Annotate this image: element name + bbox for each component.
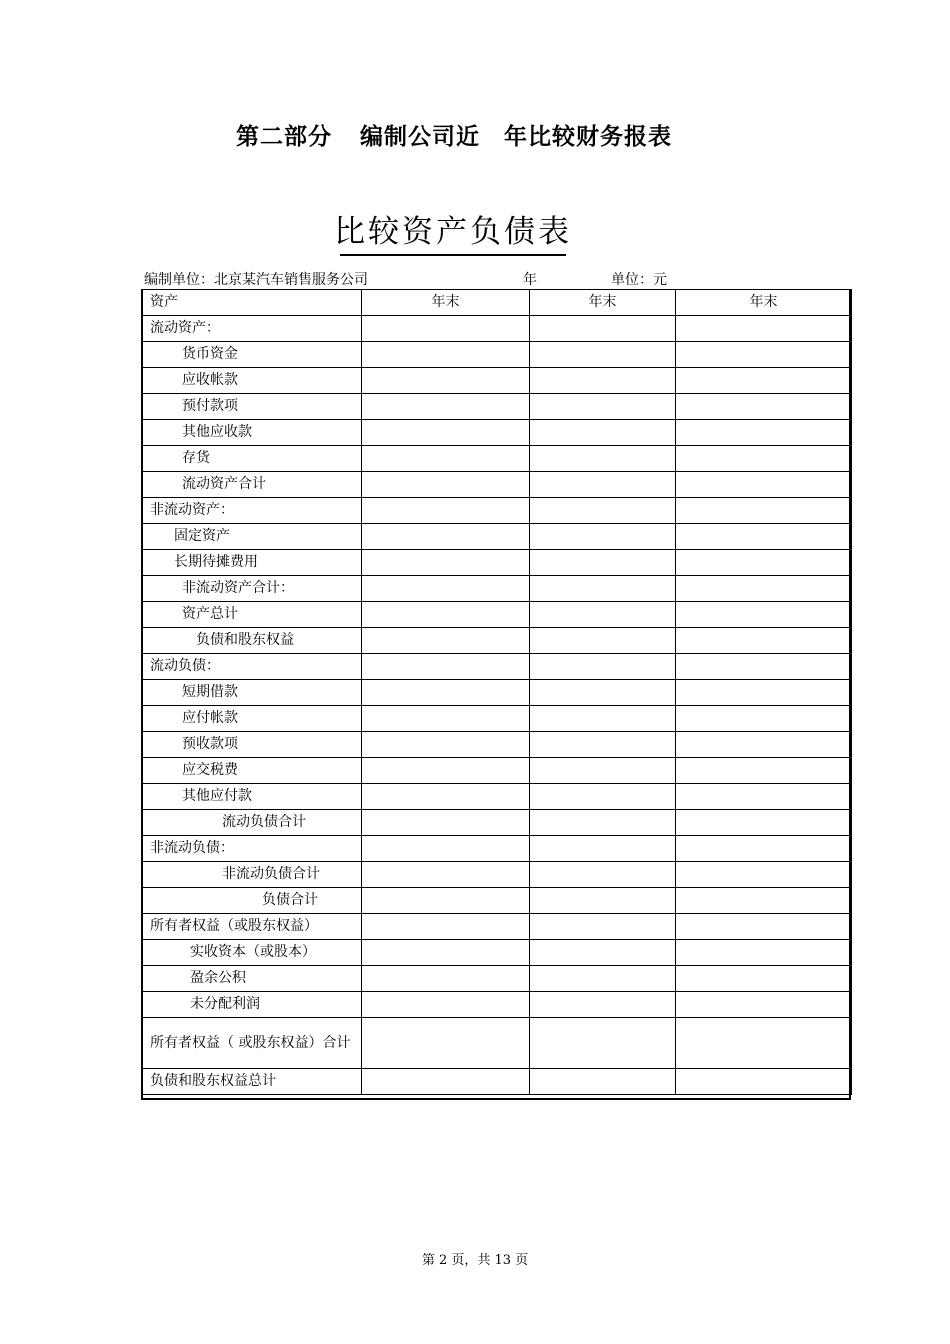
- row-label: 盈余公积: [142, 966, 362, 992]
- value-cell-2[interactable]: [530, 706, 676, 732]
- value-cell-2[interactable]: [530, 342, 676, 368]
- row-label: 流动资产合计: [142, 472, 362, 498]
- section-heading-text-a: 编制公司近: [360, 124, 480, 150]
- value-cell-3[interactable]: [676, 940, 852, 966]
- value-cell-3[interactable]: [676, 1018, 852, 1069]
- value-cell-2[interactable]: [530, 498, 676, 524]
- table-row: [142, 342, 852, 368]
- value-cell-3[interactable]: [676, 498, 852, 524]
- section-heading: [0, 118, 908, 151]
- value-cell-3[interactable]: [676, 446, 852, 472]
- value-cell-2[interactable]: [530, 602, 676, 628]
- row-label: 非流动负债合计: [142, 862, 362, 888]
- value-cell-3[interactable]: [676, 862, 852, 888]
- value-cell-2[interactable]: [530, 1018, 676, 1069]
- row-label: 存货: [142, 446, 362, 472]
- value-cell-1[interactable]: [362, 446, 530, 472]
- value-cell-3[interactable]: [676, 524, 852, 550]
- section-part-label: 第二部分: [236, 124, 332, 150]
- value-cell-2[interactable]: [530, 966, 676, 992]
- row-label: 非流动负债：: [142, 836, 362, 862]
- table-row: [142, 576, 852, 602]
- value-cell-1[interactable]: [362, 602, 530, 628]
- value-cell-1[interactable]: [362, 576, 530, 602]
- table-row: [142, 602, 852, 628]
- value-cell-2[interactable]: [530, 472, 676, 498]
- title-underline: [340, 254, 566, 256]
- value-cell-1[interactable]: [362, 394, 530, 420]
- table-row: [142, 810, 852, 836]
- value-cell-3[interactable]: [676, 316, 852, 342]
- balance-sheet-table: [141, 289, 852, 1095]
- value-cell-1[interactable]: [362, 914, 530, 940]
- table-row: [142, 680, 852, 706]
- table-row: [142, 992, 852, 1018]
- row-label: 资产总计: [142, 602, 362, 628]
- value-cell-2[interactable]: [530, 836, 676, 862]
- value-cell-1[interactable]: [362, 784, 530, 810]
- table-row: [142, 914, 852, 940]
- value-cell-1[interactable]: [362, 550, 530, 576]
- value-cell-1[interactable]: [362, 940, 530, 966]
- header-year-end-2: 年末: [530, 290, 676, 316]
- value-cell-1[interactable]: [362, 316, 530, 342]
- value-cell-2[interactable]: [530, 394, 676, 420]
- table-row: [142, 498, 852, 524]
- value-cell-1[interactable]: [362, 992, 530, 1018]
- row-label: 应收帐款: [142, 368, 362, 394]
- table-row: [142, 966, 852, 992]
- value-cell-3[interactable]: [676, 628, 852, 654]
- table-row: [142, 940, 852, 966]
- value-cell-1[interactable]: [362, 1018, 530, 1069]
- value-cell-3[interactable]: [676, 810, 852, 836]
- value-cell-1[interactable]: [362, 966, 530, 992]
- value-cell-3[interactable]: [676, 706, 852, 732]
- table-row: [142, 628, 852, 654]
- row-label: 流动负债合计: [142, 810, 362, 836]
- row-label: 负债和股东权益总计: [142, 1069, 362, 1095]
- value-cell-1[interactable]: [362, 680, 530, 706]
- value-cell-2[interactable]: [530, 1069, 676, 1095]
- value-cell-2[interactable]: [530, 784, 676, 810]
- value-cell-3[interactable]: [676, 368, 852, 394]
- value-cell-3[interactable]: [676, 888, 852, 914]
- row-label: 其他应付款: [142, 784, 362, 810]
- table-row: [142, 550, 852, 576]
- value-cell-2[interactable]: [530, 680, 676, 706]
- header-year-end-3: 年末: [676, 290, 852, 316]
- value-cell-2[interactable]: [530, 862, 676, 888]
- row-label: 非流动资产合计：: [142, 576, 362, 602]
- table-row: [142, 654, 852, 680]
- report-year: 年: [523, 272, 537, 288]
- value-cell-2[interactable]: [530, 576, 676, 602]
- section-heading-text-b: 年比较财务报表: [504, 124, 672, 150]
- value-cell-1[interactable]: [362, 888, 530, 914]
- value-cell-3[interactable]: [676, 342, 852, 368]
- row-label: 实收资本（或股本）: [142, 940, 362, 966]
- document-title: 比较资产负债表: [334, 214, 572, 250]
- table-row: [142, 862, 852, 888]
- value-cell-3[interactable]: [676, 784, 852, 810]
- row-label: 长期待摊费用: [142, 550, 362, 576]
- value-cell-3[interactable]: [676, 394, 852, 420]
- value-cell-1[interactable]: [362, 654, 530, 680]
- row-label: 流动负债：: [142, 654, 362, 680]
- value-cell-3[interactable]: [676, 550, 852, 576]
- value-cell-3[interactable]: [676, 1069, 852, 1095]
- value-cell-1[interactable]: [362, 498, 530, 524]
- value-cell-2[interactable]: [530, 550, 676, 576]
- table-row: [142, 316, 852, 342]
- value-cell-2[interactable]: [530, 420, 676, 446]
- table-row: [142, 446, 852, 472]
- value-cell-2[interactable]: [530, 628, 676, 654]
- value-cell-2[interactable]: [530, 316, 676, 342]
- header-assets: 资产: [142, 290, 362, 316]
- table-row: [142, 524, 852, 550]
- row-label: 预收款项: [142, 732, 362, 758]
- row-label: 其他应收款: [142, 420, 362, 446]
- row-label: 所有者权益（或股东权益）: [142, 914, 362, 940]
- row-label: 负债和股东权益: [142, 628, 362, 654]
- value-cell-1[interactable]: [362, 862, 530, 888]
- value-cell-2[interactable]: [530, 810, 676, 836]
- value-cell-2[interactable]: [530, 368, 676, 394]
- value-cell-3[interactable]: [676, 966, 852, 992]
- table-row: [142, 472, 852, 498]
- value-cell-1[interactable]: [362, 732, 530, 758]
- value-cell-1[interactable]: [362, 810, 530, 836]
- table-row: [142, 1069, 852, 1095]
- table-row: [142, 758, 852, 784]
- value-cell-2[interactable]: [530, 524, 676, 550]
- page-footer: 第 2 页，共 13 页: [421, 1253, 529, 1268]
- row-label: 货币资金: [142, 342, 362, 368]
- value-cell-2[interactable]: [530, 732, 676, 758]
- table-row: [142, 394, 852, 420]
- compiling-unit: 编制单位：北京某汽车销售服务公司: [144, 272, 368, 288]
- value-cell-1[interactable]: [362, 758, 530, 784]
- table-row: [142, 1018, 852, 1069]
- value-cell-1[interactable]: [362, 706, 530, 732]
- table-row: [142, 368, 852, 394]
- value-cell-3[interactable]: [676, 654, 852, 680]
- value-cell-1[interactable]: [362, 1069, 530, 1095]
- value-cell-3[interactable]: [676, 576, 852, 602]
- row-label: 负债合计: [142, 888, 362, 914]
- value-cell-2[interactable]: [530, 992, 676, 1018]
- row-label: 应付帐款: [142, 706, 362, 732]
- row-label: 非流动资产：: [142, 498, 362, 524]
- row-label: 未分配利润: [142, 992, 362, 1018]
- value-cell-1[interactable]: [362, 420, 530, 446]
- value-cell-2[interactable]: [530, 888, 676, 914]
- value-cell-3[interactable]: [676, 602, 852, 628]
- table-row: [142, 420, 852, 446]
- value-cell-3[interactable]: [676, 758, 852, 784]
- value-cell-3[interactable]: [676, 732, 852, 758]
- row-label: 流动资产：: [142, 316, 362, 342]
- row-label: 应交税费: [142, 758, 362, 784]
- value-cell-3[interactable]: [676, 992, 852, 1018]
- value-cell-1[interactable]: [362, 524, 530, 550]
- table-row: [142, 888, 852, 914]
- value-cell-3[interactable]: [676, 472, 852, 498]
- table-row: [142, 732, 852, 758]
- table-row: [142, 784, 852, 810]
- row-label: 固定资产: [142, 524, 362, 550]
- value-cell-1[interactable]: [362, 836, 530, 862]
- value-cell-3[interactable]: [676, 836, 852, 862]
- row-label: 所有者权益（ 或股东权益）合计: [142, 1018, 362, 1069]
- table-header-row: [142, 290, 852, 316]
- value-cell-3[interactable]: [676, 680, 852, 706]
- value-cell-1[interactable]: [362, 342, 530, 368]
- row-label: 预付款项: [142, 394, 362, 420]
- header-year-end-1: 年末: [362, 290, 530, 316]
- value-cell-2[interactable]: [530, 654, 676, 680]
- value-cell-2[interactable]: [530, 914, 676, 940]
- row-label: 短期借款: [142, 680, 362, 706]
- table-row: [142, 706, 852, 732]
- value-cell-3[interactable]: [676, 914, 852, 940]
- value-cell-1[interactable]: [362, 472, 530, 498]
- value-cell-2[interactable]: [530, 446, 676, 472]
- value-cell-1[interactable]: [362, 628, 530, 654]
- table-row: [142, 836, 852, 862]
- value-cell-3[interactable]: [676, 420, 852, 446]
- value-cell-1[interactable]: [362, 368, 530, 394]
- currency-unit: 单位：元: [611, 272, 667, 288]
- value-cell-2[interactable]: [530, 940, 676, 966]
- value-cell-2[interactable]: [530, 758, 676, 784]
